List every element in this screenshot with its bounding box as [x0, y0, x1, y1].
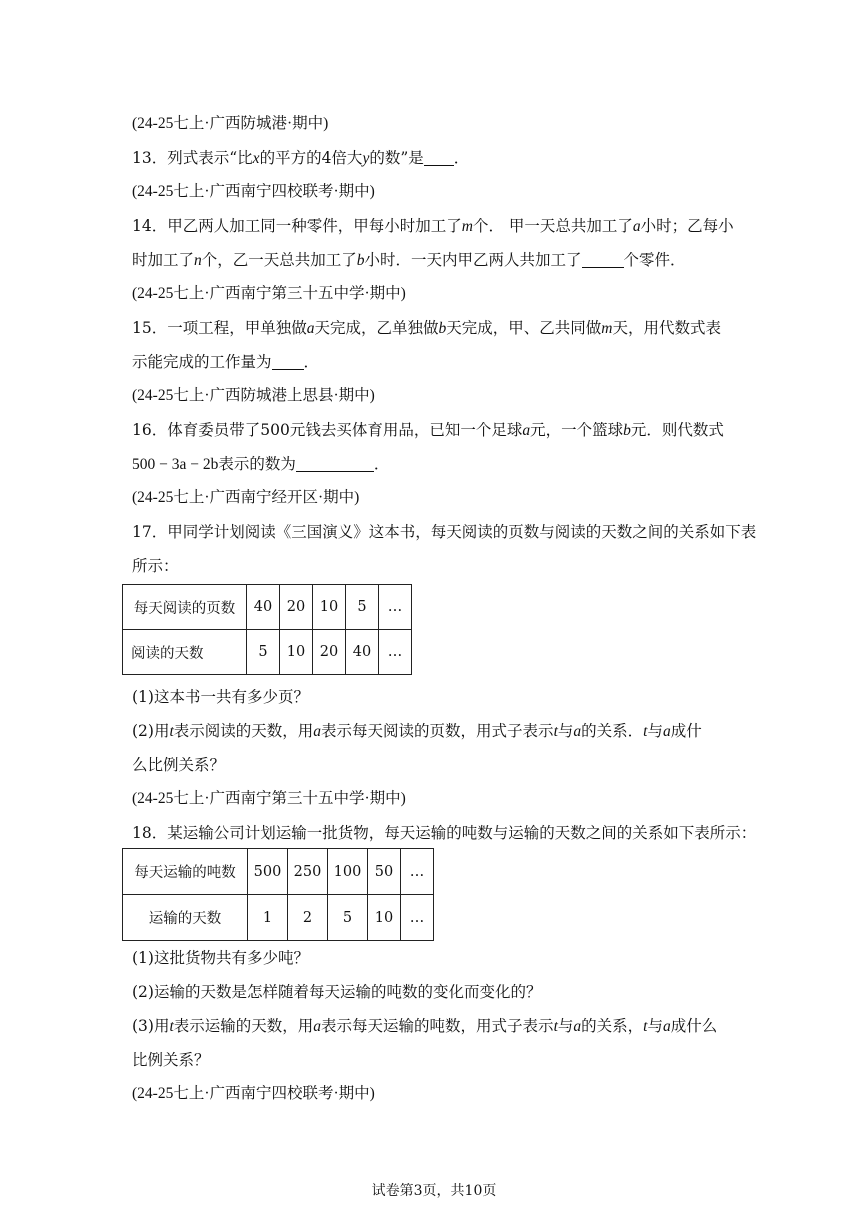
question-17-part-1: (1)这本书一共有多少页？: [132, 688, 309, 706]
table-cell: 10: [280, 630, 313, 675]
source-label: (24-25七上·广西南宁四校联考·期中): [132, 1085, 375, 1102]
table-cell: 10: [313, 585, 346, 630]
table-cell: 10: [368, 895, 401, 941]
table-row: [123, 585, 412, 630]
question-18: 18．某运输公司计划运输一批货物，每天运输的吨数与运输的天数之间的关系如下表所示：: [132, 824, 757, 842]
question-16: 16．体育委员带了500元钱去买体育用品，已知一个足球a元，一个篮球b元．则代数式: [132, 421, 724, 439]
source-label: (24-25七上·广西防城港·期中): [132, 115, 329, 132]
reading-table: [122, 584, 412, 675]
answer-blank: [296, 455, 374, 472]
table-cell: 40: [247, 585, 280, 630]
table-cell: 5: [247, 630, 280, 675]
page-footer: 试卷第3页，共10页: [371, 1183, 497, 1199]
source-label: (24-25七上·广西防城港上思县·期中): [132, 387, 375, 404]
table-cell: 500: [248, 849, 288, 895]
answer-blank: [582, 251, 624, 268]
question-18-part-1: (1)这批货物共有多少吨？: [132, 949, 309, 967]
source-label: (24-25七上·广西南宁第三十五中学·期中): [132, 790, 406, 807]
table-cell: 20: [280, 585, 313, 630]
table-cell: 50: [368, 849, 401, 895]
table-cell: 阅读的天数: [123, 630, 247, 675]
table-cell: …: [379, 630, 412, 675]
table-cell: 5: [328, 895, 368, 941]
table-cell: 100: [328, 849, 368, 895]
question-15: 15．一项工程，甲单独做a天完成，乙单独做b天完成，甲、乙共同做m天，用代数式表: [132, 319, 721, 337]
question-13: 13．列式表示“比x的平方的4倍大y的数”是 ．: [132, 149, 470, 167]
question-17-part-2-line-2: 么比例关系？: [132, 756, 226, 774]
table-cell: 2: [288, 895, 328, 941]
table-cell: 5: [346, 585, 379, 630]
question-14-line-2: 时加工了n个，乙一天总共加工了b小时．一天内甲乙两人共加工了 个零件．: [132, 251, 686, 269]
table-cell: 运输的天数: [123, 895, 248, 941]
table-cell: 250: [288, 849, 328, 895]
question-17: 17．甲同学计划阅读《三国演义》这本书，每天阅读的页数与阅读的天数之间的关系如下表: [132, 523, 757, 541]
question-17-line-2: 所示：: [132, 557, 179, 575]
table-cell: 20: [313, 630, 346, 675]
table-row: [123, 895, 434, 941]
expression: 500 − 3a − 2b: [132, 456, 219, 473]
table-cell: 每天阅读的页数: [123, 585, 247, 630]
source-label: (24-25七上·广西南宁第三十五中学·期中): [132, 285, 406, 302]
question-16-line-2: 500 − 3a − 2b表示的数为 ．: [132, 455, 390, 473]
table-cell: 每天运输的吨数: [123, 849, 248, 895]
answer-blank: [424, 149, 454, 166]
table-row: [123, 849, 434, 895]
question-17-part-2: (2)用t表示阅读的天数，用a表示每天阅读的页数，用式子表示t与a的关系．t与a成什: [132, 722, 702, 740]
table-cell: …: [401, 895, 434, 941]
answer-blank: [272, 353, 304, 370]
source-label: (24-25七上·广西南宁经开区·期中): [132, 489, 360, 506]
transport-table: [122, 848, 434, 941]
question-15-line-2: 示能完成的工作量为 ．: [132, 353, 320, 371]
question-18-part-3-line-2: 比例关系？: [132, 1051, 210, 1069]
table-row: [123, 630, 412, 675]
table-cell: 1: [248, 895, 288, 941]
table-cell: …: [401, 849, 434, 895]
question-14: 14．甲乙两人加工同一种零件，甲每小时加工了m个． 甲一天总共加工了a小时；乙每小: [132, 217, 734, 235]
table-cell: 40: [346, 630, 379, 675]
table-cell: …: [379, 585, 412, 630]
question-18-part-2: (2)运输的天数是怎样随着每天运输的吨数的变化而变化的？: [132, 983, 542, 1001]
source-label: (24-25七上·广西南宁四校联考·期中): [132, 183, 375, 200]
question-18-part-3: (3)用t表示运输的天数，用a表示每天运输的吨数，用式子表示t与a的关系，t与a成什么: [132, 1017, 718, 1035]
